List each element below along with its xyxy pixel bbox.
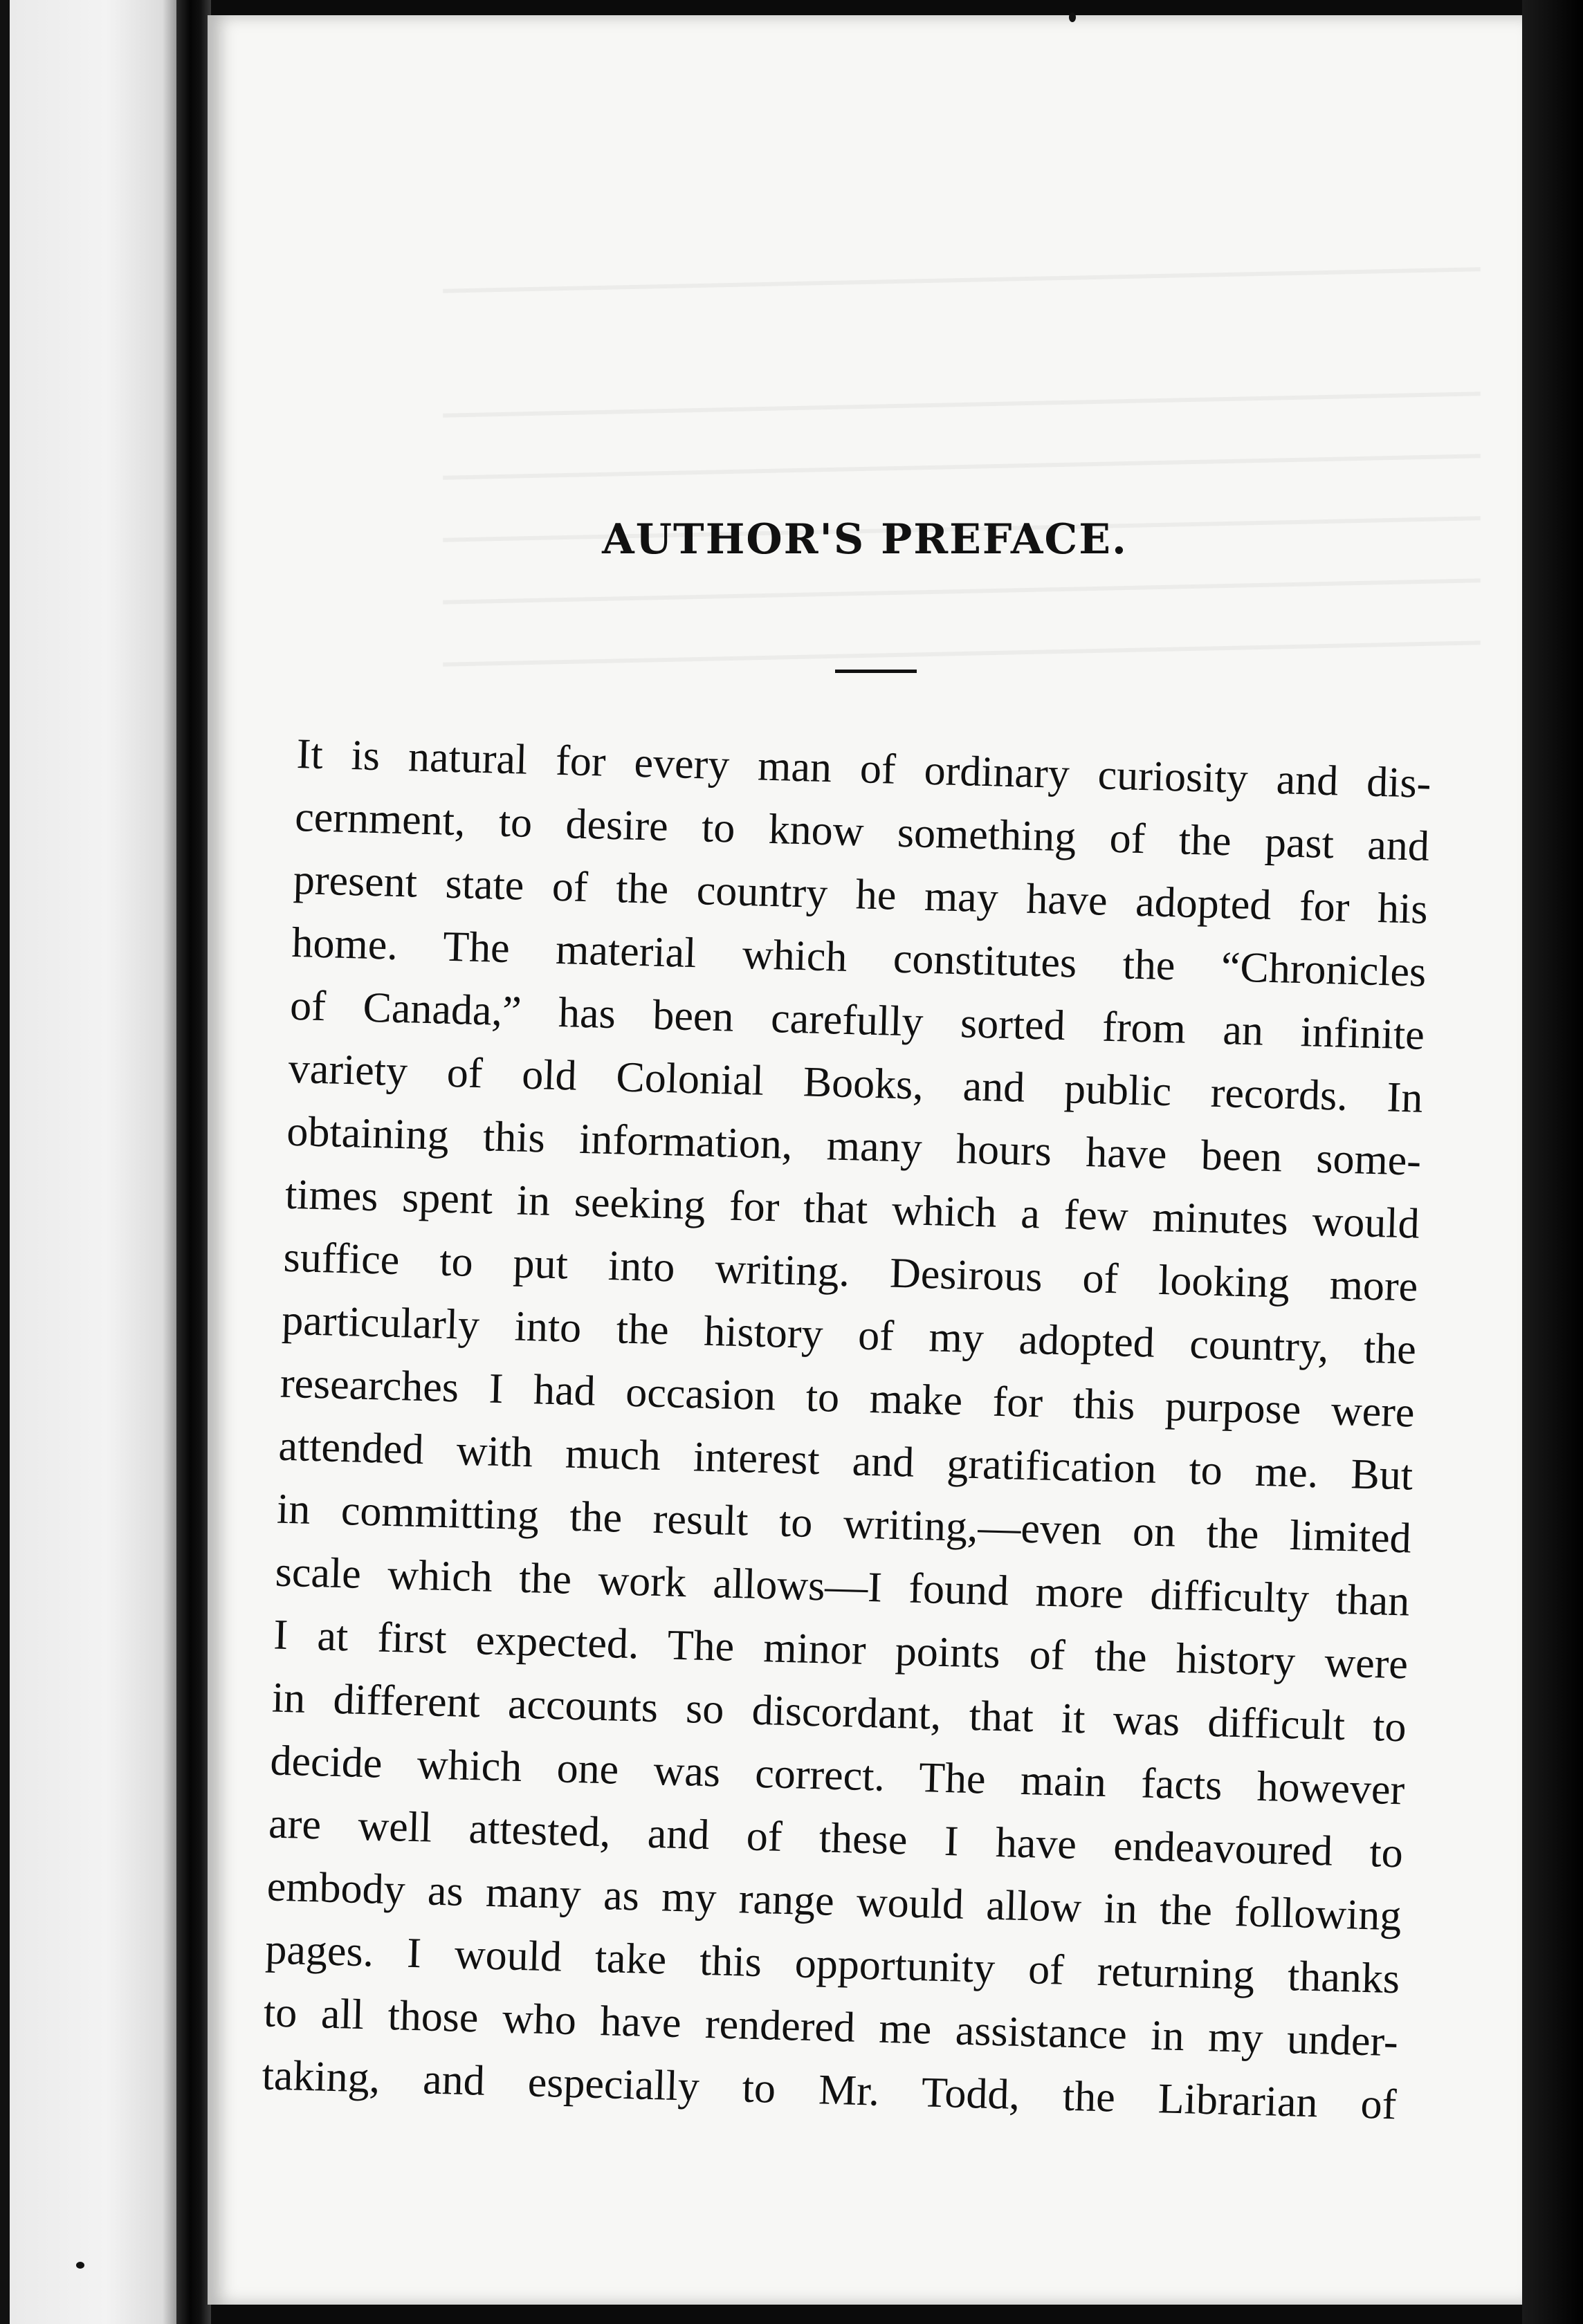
text-line: obtaining this information, many hours have been some-	[286, 1107, 1422, 1185]
text-line: cernment, to desire to know something of the past and	[294, 793, 1430, 870]
ink-speck	[1069, 12, 1076, 22]
text-line: to all those who have rendered me assistance in my under-	[263, 1989, 1399, 2066]
show-through-line	[443, 267, 1481, 293]
text-line: times spent in seeking for that which a few minutes would	[284, 1170, 1420, 1248]
text-line: It is natural for every man of ordinary curiosity and dis-	[295, 730, 1432, 807]
facing-page-edge	[0, 0, 176, 2324]
text-line: scale which the work allows—I found more difficulty than	[274, 1548, 1411, 1625]
text-line: in different accounts so discordant, that it was difficult to	[271, 1674, 1407, 1751]
text-line: in committing the result to writing,—even on the limited	[276, 1485, 1412, 1562]
text-line: variety of old Colonial Books, and public records. In	[288, 1044, 1424, 1122]
text-line: attended with much interest and gratification to me. But	[277, 1422, 1413, 1500]
text-line: decide which one was correct. The main facts however	[269, 1737, 1406, 1814]
preface-body	[262, 723, 1432, 2137]
scan-border	[0, 0, 10, 2324]
show-through-line	[443, 391, 1481, 417]
show-through-line	[443, 454, 1481, 479]
book-gutter	[176, 0, 211, 2324]
scan-border-right	[1522, 0, 1583, 2324]
text-line: of Canada,” has been carefully sorted from an infinite	[289, 981, 1425, 1059]
text-line: present state of the country he may have adopted for his	[293, 856, 1429, 933]
text-line: are well attested, and of these I have endeavoured to	[268, 1800, 1404, 1877]
text-line: I at first expected. The minor points of the history were	[273, 1611, 1409, 1688]
text-line: embody as many as my range would allow in the following	[266, 1863, 1402, 1940]
text-line: home. The material which constitutes the “Chronicles	[291, 919, 1427, 996]
text-line: suffice to put into writing. Desirous of looking more	[282, 1233, 1419, 1311]
text-line: particularly into the history of my adopted country, the	[281, 1296, 1417, 1374]
ink-speck	[76, 2262, 84, 2269]
text-line: taking, and especially to Mr. Todd, the Librarian of	[261, 2051, 1398, 2129]
page-title: AUTHOR'S PREFACE.	[602, 515, 1128, 564]
title-rule	[835, 670, 917, 673]
show-through-line	[443, 578, 1481, 604]
text-line: pages. I would take this opportunity of returning thanks	[264, 1926, 1400, 2003]
show-through-line	[443, 640, 1481, 666]
text-line: researches I had occasion to make for this purpose were	[280, 1359, 1416, 1437]
